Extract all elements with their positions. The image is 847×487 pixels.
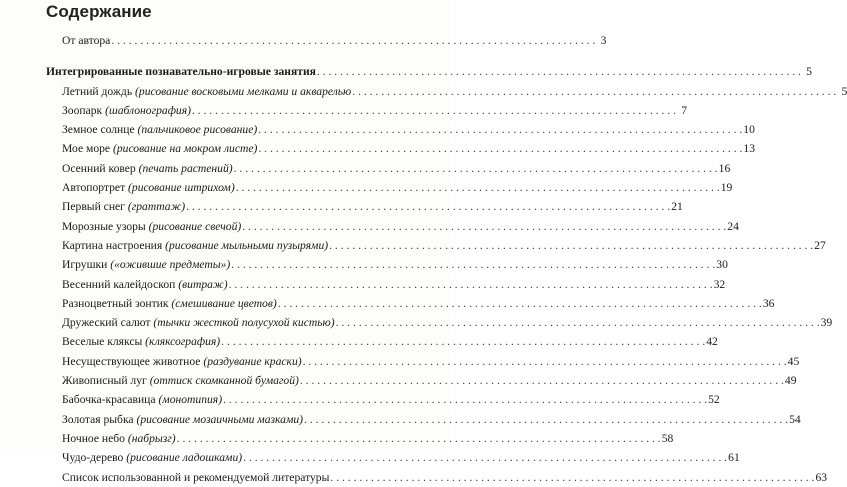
dot-leader	[303, 352, 787, 371]
toc-entry-label	[62, 371, 299, 390]
toc-section-label: Интегрированные познавательно-игровые занятия	[46, 65, 316, 79]
dot-leader	[192, 101, 676, 120]
toc-page-number: 7	[681, 103, 688, 117]
toc-entry-label	[62, 429, 176, 448]
toc-entry	[46, 313, 833, 332]
technique-note: (пальчиковое рисование)	[137, 123, 258, 137]
toc-entry-label	[62, 159, 233, 178]
dot-leader	[242, 217, 726, 236]
lesson-title: Дружеский салют	[62, 316, 151, 330]
lesson-title: Веселые кляксы	[62, 335, 143, 349]
dot-leader	[221, 332, 705, 351]
dot-leader	[229, 275, 713, 294]
toc-entry	[46, 255, 728, 274]
toc-entry-label	[62, 139, 257, 158]
toc-page-number: 36	[762, 296, 775, 310]
dot-leader	[304, 410, 788, 429]
dot-leader	[258, 139, 742, 158]
technique-note: (шаблонография)	[105, 103, 191, 117]
toc-page-number: 42	[706, 335, 718, 349]
toc-page-number: 54	[789, 412, 801, 426]
toc-page-number: 13	[743, 142, 755, 156]
toc-entry-label	[62, 82, 351, 101]
toc-entry-label	[62, 390, 222, 409]
technique-note: (рисование ладошками)	[126, 451, 243, 465]
technique-note: (печать растений)	[138, 161, 233, 175]
toc-entry	[46, 178, 733, 197]
technique-note: (оттиск скомканной бумагой)	[149, 374, 299, 388]
toc-entry-bibliography	[46, 468, 828, 487]
toc-page-number: 19	[720, 181, 733, 195]
toc-entry-list	[46, 82, 847, 468]
technique-note: (кляксография)	[145, 335, 221, 349]
toc-entry	[46, 371, 797, 390]
lesson-title: Первый снег	[62, 200, 125, 214]
toc-entry-label	[62, 294, 277, 313]
toc-entry	[46, 101, 688, 120]
technique-note: (рисование свечой)	[148, 219, 242, 233]
toc-entry-label	[62, 352, 302, 371]
technique-note: (рисование мыльными пузырями)	[165, 238, 329, 252]
dot-leader	[336, 313, 820, 332]
toc-page-number: 49	[784, 374, 797, 388]
toc-entry	[46, 120, 755, 139]
technique-note: (рисование восковыми мелками и акварелью	[135, 84, 352, 98]
dot-leader	[234, 159, 718, 178]
toc-entry	[46, 197, 683, 216]
toc-page-number: 52	[708, 393, 720, 407]
toc-entry-label	[62, 197, 185, 216]
dot-leader	[317, 62, 801, 81]
dot-leader	[186, 197, 670, 216]
technique-note: (рисование мозаичными мазками)	[136, 412, 304, 426]
toc-entry	[46, 139, 755, 158]
dot-leader	[111, 31, 595, 50]
toc-entry	[46, 236, 826, 255]
toc-entry-label	[62, 101, 191, 120]
toc-entry-label	[62, 178, 235, 197]
lesson-title: Осенний ковер	[62, 161, 136, 175]
lesson-title: Картина настроения	[62, 238, 163, 252]
toc-page-number: 24	[727, 219, 739, 233]
toc-entry-author	[46, 31, 607, 50]
toc-page-number: 5	[841, 84, 847, 98]
technique-note: (смешивание цветов)	[171, 296, 277, 310]
toc-entry	[46, 82, 847, 101]
lesson-title: Летний дождь	[62, 84, 133, 98]
technique-note: («ожившие предметы»)	[110, 258, 231, 272]
technique-note: (набрызг)	[127, 431, 176, 445]
page-title: Содержание	[46, 2, 152, 21]
technique-note: (монотипия)	[158, 393, 223, 407]
lesson-title: Ночное небо	[62, 431, 125, 445]
toc-entry-label	[62, 255, 230, 274]
dot-leader	[223, 390, 707, 409]
dot-leader	[352, 82, 836, 101]
technique-note: (рисование штрихом)	[128, 181, 235, 195]
lesson-title: Игрушки	[62, 258, 108, 272]
toc-entry	[46, 448, 740, 467]
toc-entry	[46, 159, 731, 178]
toc-entry	[46, 332, 718, 351]
lesson-title: Золотая рыбка	[62, 412, 134, 426]
dot-leader	[231, 255, 715, 274]
technique-note: (тычки жесткой полусухой кистью)	[153, 316, 335, 330]
lesson-title: Бабочка-красавица	[62, 393, 156, 407]
toc-entry-label	[62, 217, 241, 236]
toc-entry	[46, 429, 674, 448]
toc-entry-label	[62, 236, 328, 255]
table-of-contents	[46, 31, 847, 487]
toc-entry	[46, 294, 775, 313]
toc-entry	[46, 275, 726, 294]
lesson-title: Мое море	[62, 142, 111, 156]
toc-entry	[46, 352, 800, 371]
dot-leader	[177, 429, 661, 448]
toc-entry-label	[62, 448, 242, 467]
toc-entry-label	[62, 120, 257, 139]
dot-leader	[278, 294, 762, 313]
lesson-title: Зоопарк	[62, 103, 103, 117]
technique-note: (витраж)	[178, 277, 228, 291]
toc-page-number: 21	[671, 200, 683, 214]
toc-entry	[46, 217, 739, 236]
toc-entry-label	[62, 313, 335, 332]
toc-page-number: 16	[718, 161, 731, 175]
toc-page-number: 63	[815, 470, 828, 484]
dot-leader	[236, 178, 720, 197]
lesson-title: Морозные узоры	[62, 219, 146, 233]
dot-leader	[258, 120, 742, 139]
toc-page-number: 3	[600, 34, 607, 47]
toc-entry-label	[62, 410, 303, 429]
dot-leader	[329, 236, 813, 255]
toc-entry	[46, 390, 720, 409]
dot-leader	[243, 448, 727, 467]
lesson-title: Весенний калейдоскоп	[62, 277, 176, 291]
toc-entry-label: Список использованной и рекомендуемой литературы	[62, 470, 330, 484]
lesson-title: Чудо-дерево	[62, 451, 124, 465]
toc-page-number: 58	[661, 431, 674, 445]
toc-page-number: 39	[820, 316, 833, 330]
dot-leader	[300, 371, 784, 390]
technique-note: (граттаж)	[127, 200, 186, 214]
lesson-title: Земное солнце	[62, 123, 135, 137]
lesson-title: Разноцветный зонтик	[62, 296, 169, 310]
toc-entry-label	[62, 275, 228, 294]
toc-section-heading	[46, 62, 812, 81]
toc-page-number: 27	[814, 238, 826, 252]
toc-page-number: 10	[743, 123, 755, 137]
technique-note: (раздувание краски)	[203, 354, 302, 368]
toc-entry	[46, 410, 801, 429]
toc-page-number: 61	[728, 451, 740, 465]
lesson-title: Несуществующее животное	[62, 354, 201, 368]
dot-leader	[330, 468, 814, 487]
lesson-title: Живописный луг	[62, 374, 147, 388]
lesson-title: Автопортрет	[62, 181, 126, 195]
toc-page-number: 32	[713, 277, 726, 291]
toc-page-number: 45	[787, 354, 800, 368]
toc-entry-label: От автора	[62, 34, 111, 47]
toc-entry-label	[62, 332, 220, 351]
toc-page-number: 30	[716, 258, 728, 272]
technique-note: (рисование на мокром листе)	[113, 142, 258, 156]
toc-page-number: 5	[806, 65, 812, 79]
